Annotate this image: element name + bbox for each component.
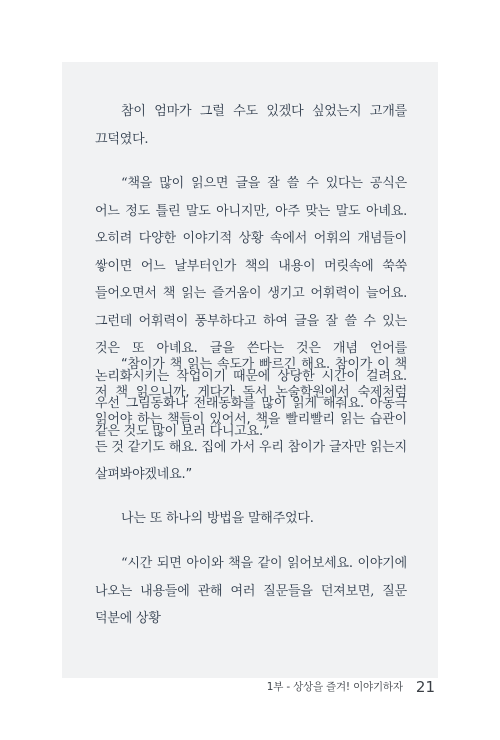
dialogue-paragraph-3: “시간 되면 아이와 책을 같이 읽어보세요. 이야기에 나오는 내용들에 관해 여러 질문들을 던져보면, 질문 덕분에 상황 (95, 556, 407, 626)
dialogue-paragraph-2: “참이가 책 읽는 속도가 빠르긴 해요. 참이가 이 책 저 책 읽으니까, 게다가 독서 논술학원에서 숙제처럼 읽어야 하는 책들이 있어서, 책을 빨리빨리 읽는 습관이 든 것 같기도 해요. 집에 가서 우리 참이가 글자만 읽는지 살펴봐야겠네요.” (95, 357, 407, 482)
narration-paragraph-1: 참이 엄마가 그럴 수도 있겠다 싶었는지 고개를 끄덕였다. (95, 104, 407, 147)
page-footer (267, 676, 435, 696)
page-number: 21 (415, 677, 435, 696)
narration-paragraph-2: 나는 또 하나의 방법을 말해주었다. (121, 511, 314, 526)
dialogue-paragraph-1: “책을 많이 읽으면 글을 잘 쓸 수 있다는 공식은 어느 정도 틀린 말도 아니지만, 아주 맞는 말도 아녜요. 오히려 다양한 이야기적 상황 속에서 어휘의 개념들이 쌓이면 어느 날부터인가 책의 내용이 머릿속에 쑥쑥 들어오면서 책 읽는 즐거움이 생기고 어휘력이 늘어요. 그런데 어휘력이 풍부하다고 하여 글을 잘 쓸 수 있는 것은 또 아녜요. 글을 쓴다는 것은 개념 언어를 논리화시키는 작업이기 때문에 상당한 시간이 걸려요. 우선 그림동화나 전래동화를 많이 읽게 해줘요. 아동극 같은 것도 많이 보러 다니고요.” (95, 176, 407, 439)
chapter-title: 1부 - 상상을 즐겨! 이야기하자 (266, 681, 403, 693)
